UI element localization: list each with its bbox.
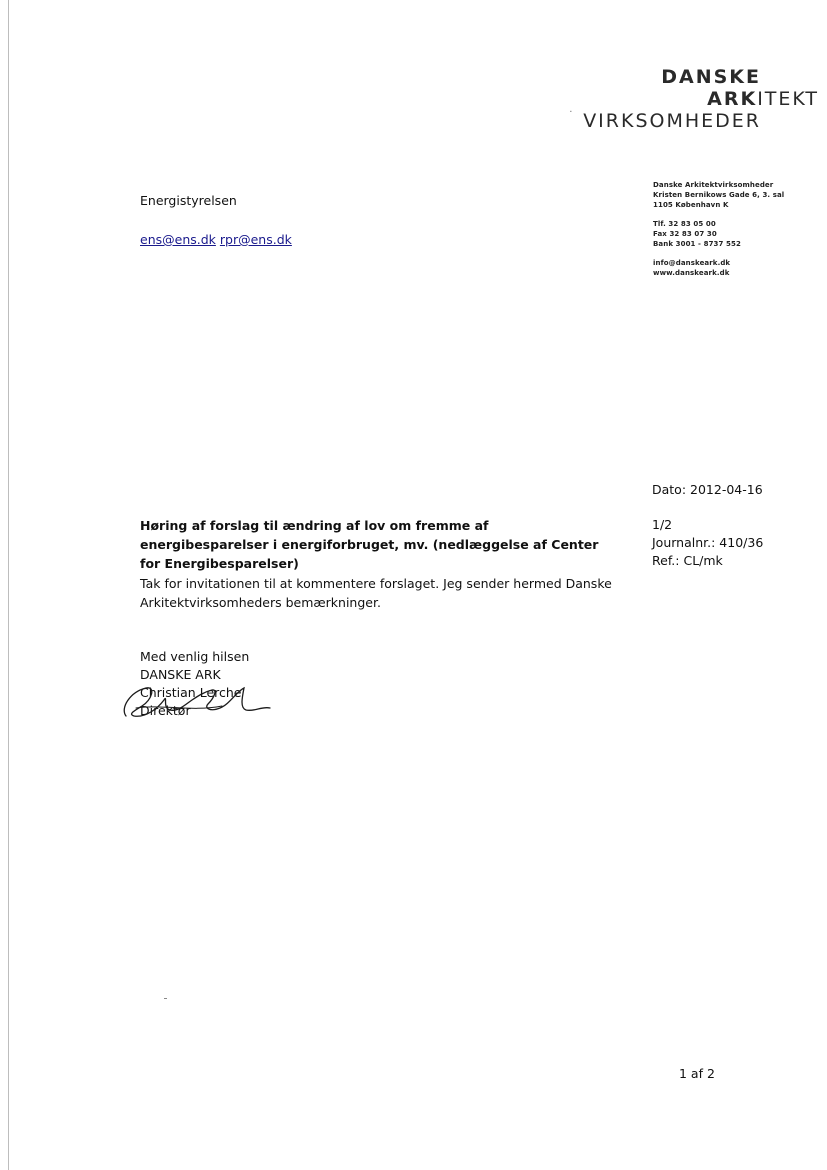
handwritten-signature — [112, 678, 282, 728]
sender-city: 1105 København K — [653, 201, 729, 209]
scan-edge-line — [8, 0, 9, 1170]
logo-line-3: · VIRKSOMHEDER — [583, 110, 761, 132]
sender-email: info@danskeark.dk — [653, 259, 731, 267]
journal-number: Journalnr.: 410/36 — [652, 535, 764, 550]
logo-line-1: DANSKE — [661, 66, 761, 88]
page-reference: 1/2 — [652, 517, 673, 532]
recipient-emails — [140, 232, 292, 247]
organization: DANSKE ARK — [140, 667, 221, 682]
logo-line-2: ARKITEKT — [707, 88, 819, 110]
danske-ark-logo — [569, 66, 819, 132]
signer-name: Christian Lerche — [140, 685, 242, 700]
page-number: 1 af 2 — [679, 1066, 715, 1081]
sender-phone: Tlf. 32 83 05 00 — [653, 220, 716, 228]
recipient-name: Energistyrelsen — [140, 193, 237, 208]
logo-dot-icon: · — [569, 107, 575, 118]
letter-date: Dato: 2012-04-16 — [652, 482, 763, 497]
signer-title: Direktør — [140, 703, 191, 718]
recipient-email-link-1[interactable]: ens@ens.dk — [140, 232, 216, 247]
sender-address-block — [653, 180, 823, 287]
letter-subject: Høring af forslag til ændring af lov om fremme af energibesparelser i energiforbruget, mv. (nedlæggelse af Center for Energibesparelser) — [140, 518, 599, 571]
recipient-email-link-2[interactable]: rpr@ens.dk — [219, 232, 292, 247]
letter-body: Tak for invitationen til at kommentere forslaget. Jeg sender hermed Danske Arkitektvirksomheders bemærkninger. — [140, 576, 612, 610]
reference: Ref.: CL/mk — [652, 553, 723, 568]
letter-meta — [652, 516, 763, 570]
sender-bank: Bank 3001 - 8737 552 — [653, 240, 741, 248]
sender-name: Danske Arkitektvirksomheder — [653, 181, 774, 189]
sender-web: www.danskeark.dk — [653, 269, 730, 277]
sender-street: Kristen Bernikows Gade 6, 3. sal — [653, 191, 785, 199]
scan-speck — [164, 998, 167, 999]
greeting: Med venlig hilsen — [140, 649, 250, 664]
sender-fax: Fax 32 83 07 30 — [653, 230, 717, 238]
